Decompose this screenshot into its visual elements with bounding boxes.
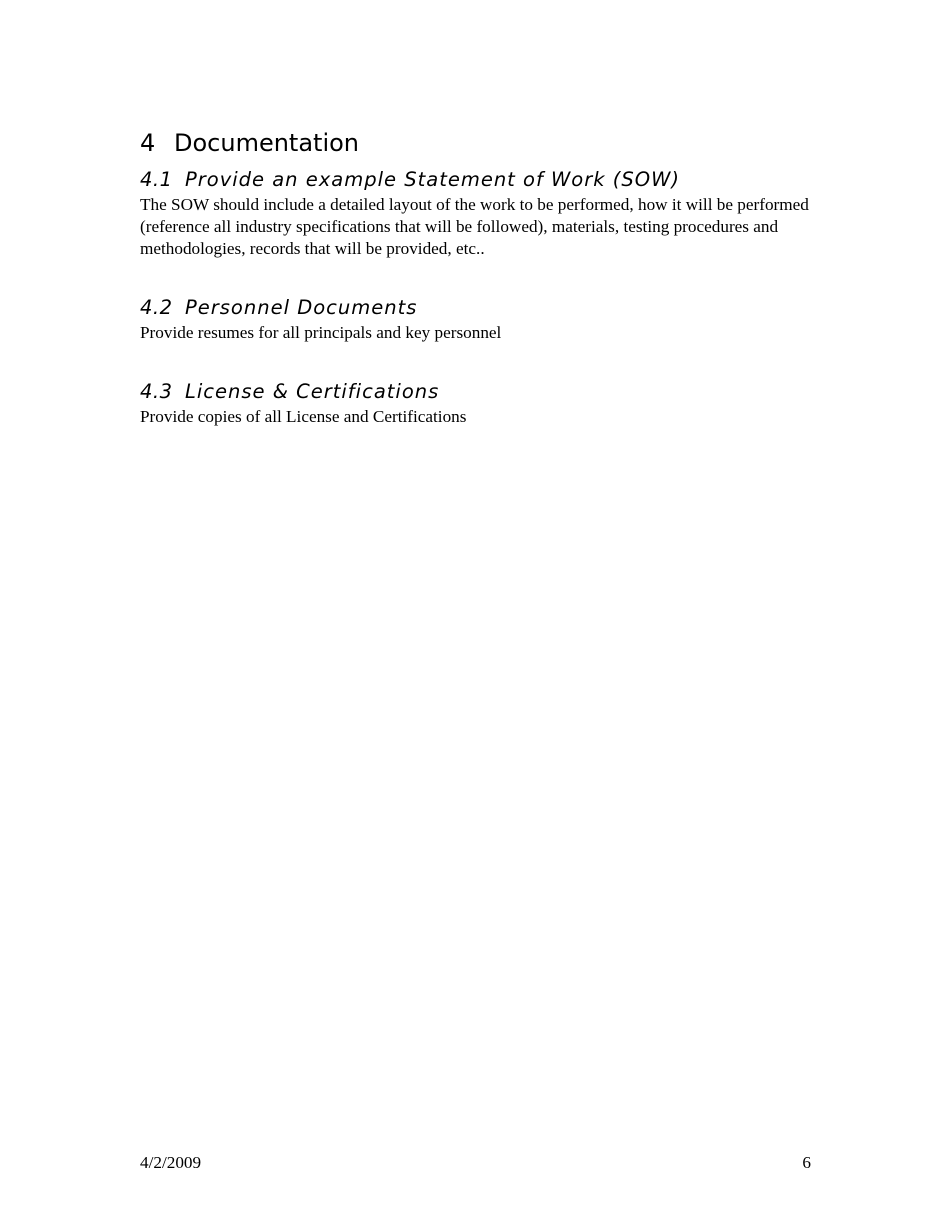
subsection-4-3 <box>140 378 820 428</box>
subsection-number: 4.2 <box>140 296 173 319</box>
section-title: Documentation <box>174 129 360 157</box>
subsection-title: Provide an example Statement of Work (SOW) <box>185 168 680 191</box>
subsection-4-2 <box>140 294 820 344</box>
subsection-heading <box>140 378 820 406</box>
subsection-4-1 <box>140 166 820 260</box>
page-number: 6 <box>802 1153 811 1172</box>
section-number: 4 <box>140 129 156 157</box>
subsection-body: Provide resumes for all principals and key personnel <box>140 323 502 342</box>
subsection-body: Provide copies of all License and Certifications <box>140 407 467 426</box>
subsection-number: 4.1 <box>140 168 173 191</box>
subsection-title: Personnel Documents <box>185 296 418 319</box>
footer-date: 4/2/2009 <box>140 1153 202 1172</box>
subsection-title: License & Certifications <box>185 380 440 403</box>
subsection-heading <box>140 294 820 322</box>
subsection-number: 4.3 <box>140 380 173 403</box>
page-content <box>140 126 820 428</box>
section-heading <box>140 126 820 160</box>
subsection-heading <box>140 166 820 194</box>
subsection-body: The SOW should include a detailed layout of the work to be performed, how it will be performed (reference all industry specifications that will be followed), materials, testing procedures and methodologies, records that will be provided, etc.. <box>140 195 809 258</box>
